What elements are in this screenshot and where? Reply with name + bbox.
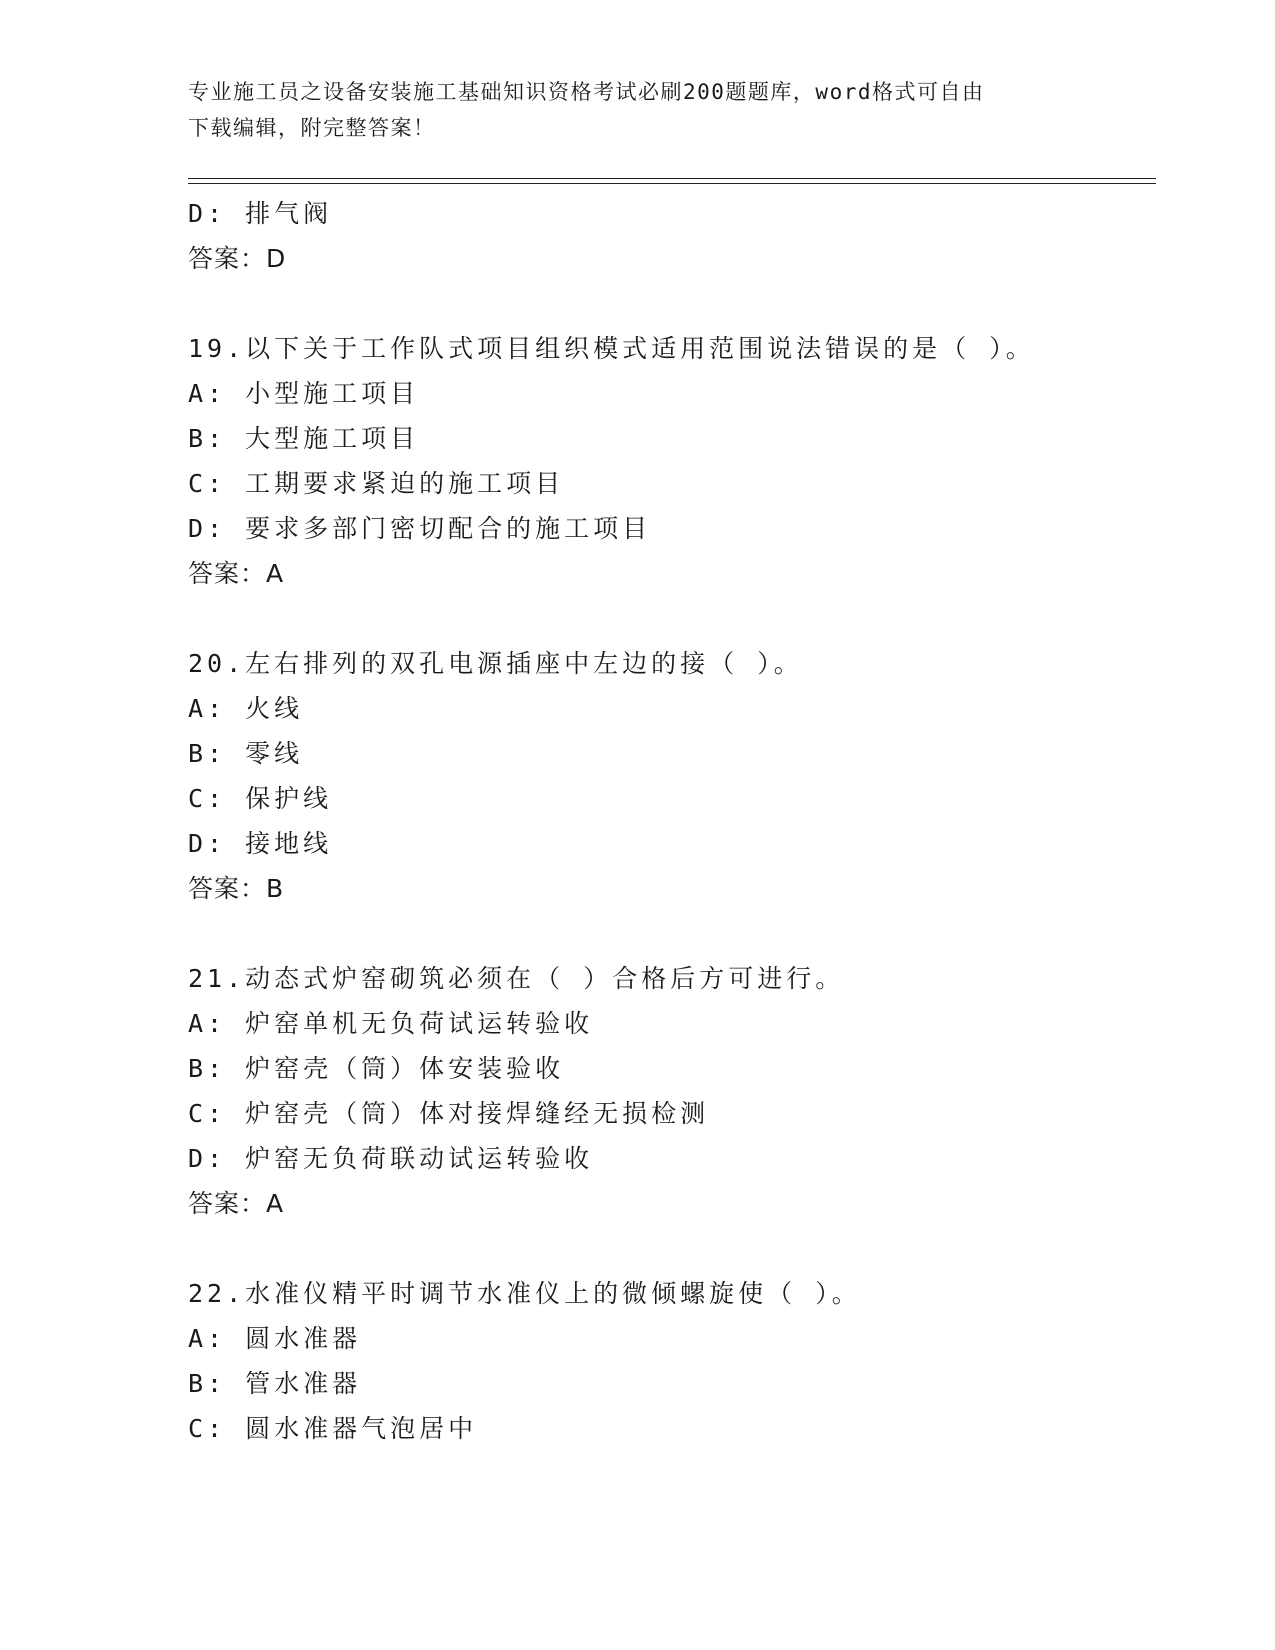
option-c: C: 炉窑壳（筒）体对接焊缝经无损检测: [188, 1099, 710, 1128]
question-20: [188, 641, 1148, 911]
spacer: [188, 1226, 1148, 1271]
spacer: [188, 596, 1148, 641]
answer: 答案：B: [188, 874, 285, 903]
option-c: C: 工期要求紧迫的施工项目: [188, 469, 565, 498]
question-list: [188, 191, 1148, 1451]
header-rule-bottom: [188, 183, 1156, 184]
question-text: 22.水准仪精平时调节水准仪上的微倾螺旋使（ ）。: [188, 1279, 861, 1308]
option-d: D: 炉窑无负荷联动试运转验收: [188, 1144, 594, 1173]
question-21: [188, 956, 1148, 1226]
question-19: [188, 326, 1148, 596]
header-rule-top: [188, 178, 1156, 179]
answer: 答案：A: [188, 1189, 285, 1218]
option-a: A: 圆水准器: [188, 1324, 362, 1353]
option-c: C: 保护线: [188, 784, 333, 813]
option-a: A: 小型施工项目: [188, 379, 420, 408]
option-b: B: 大型施工项目: [188, 424, 420, 453]
option-a: A: 火线: [188, 694, 304, 723]
question-text: 20.左右排列的双孔电源插座中左边的接（ ）。: [188, 649, 803, 678]
answer: 答案：A: [188, 559, 285, 588]
answer: 答案：D: [188, 244, 287, 273]
question-18-tail: [188, 191, 1148, 281]
question-text: 19.以下关于工作队式项目组织模式适用范围说法错误的是（ ）。: [188, 334, 1035, 363]
option-b: B: 零线: [188, 739, 304, 768]
document-header: [188, 74, 1088, 146]
option-d: D: 排气阀: [188, 199, 333, 228]
spacer: [188, 281, 1148, 326]
question-22: [188, 1271, 1148, 1451]
header-line-1: 专业施工员之设备安装施工基础知识资格考试必刷200题题库，word格式可自由: [188, 80, 985, 104]
option-d: D: 要求多部门密切配合的施工项目: [188, 514, 652, 543]
header-line-2: 下载编辑，附完整答案！: [188, 116, 436, 140]
option-d: D: 接地线: [188, 829, 333, 858]
option-b: B: 炉窑壳（筒）体安装验收: [188, 1054, 565, 1083]
option-c: C: 圆水准器气泡居中: [188, 1414, 478, 1443]
spacer: [188, 911, 1148, 956]
option-a: A: 炉窑单机无负荷试运转验收: [188, 1009, 594, 1038]
question-text: 21.动态式炉窑砌筑必须在（ ）合格后方可进行。: [188, 964, 845, 993]
option-b: B: 管水准器: [188, 1369, 362, 1398]
